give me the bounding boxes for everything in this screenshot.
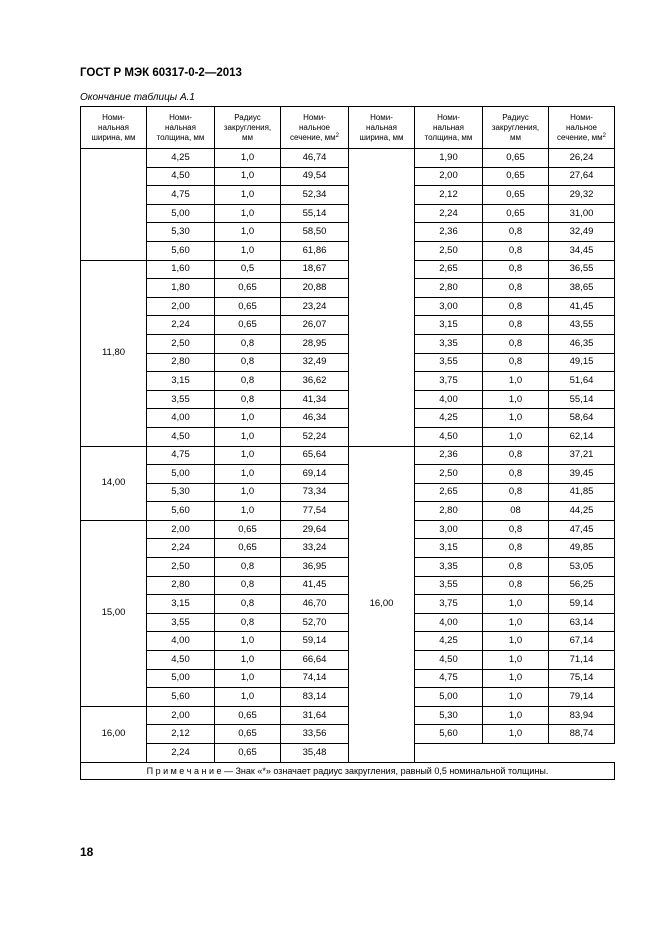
cell-thickness-left: 5,00 [147, 465, 215, 484]
table-row [81, 316, 615, 335]
cell-section-right: 83,94 [549, 706, 615, 725]
cell-radius-right: 1,0 [483, 632, 549, 651]
cell-section-right: 31,00 [549, 204, 615, 223]
cell-section-left: 46,70 [281, 595, 349, 614]
cell-thickness-right: 2,12 [415, 186, 483, 205]
cell-radius-right: 0,8 [483, 539, 549, 558]
table-row [81, 167, 615, 186]
cell-section-left: 52,34 [281, 186, 349, 205]
cell-section-right: 34,45 [549, 241, 615, 260]
cell-section-left: 73,34 [281, 483, 349, 502]
cell-thickness-right: 4,00 [415, 390, 483, 409]
cell-thickness-right: 3,55 [415, 576, 483, 595]
cell-thickness-right: 2,80 [415, 502, 483, 521]
cell-radius-left: 1,0 [215, 688, 281, 707]
table-row [81, 576, 615, 595]
cell-thickness-left: 2,12 [147, 725, 215, 744]
table-row [81, 149, 615, 168]
cell-radius-left: 1,0 [215, 186, 281, 205]
cell-section-left: 31,64 [281, 706, 349, 725]
cell-thickness-left: 4,50 [147, 651, 215, 670]
cell-section-right: 41,45 [549, 297, 615, 316]
table-row [81, 725, 615, 744]
header-section-left: Номи- нальное сечение, $мм^2$ [281, 107, 349, 149]
cell-width-left: 15,00 [81, 520, 147, 706]
page-number: 18 [80, 845, 94, 859]
cell-section-right: 79,14 [549, 688, 615, 707]
cell-radius-left: 0,65 [215, 539, 281, 558]
table-body [81, 149, 615, 780]
cell-section-right: 38,65 [549, 279, 615, 298]
cell-section-right: 56,25 [549, 576, 615, 595]
cell-thickness-right: 2,50 [415, 241, 483, 260]
cell-radius-left: 1,0 [215, 223, 281, 242]
cell-radius-right: 0,8 [483, 465, 549, 484]
header-radius-left: Радиус закругления, мм [215, 107, 281, 149]
table-row [81, 595, 615, 614]
cell-radius-right: 1,0 [483, 613, 549, 632]
cell-section-left: 36,62 [281, 372, 349, 391]
table-row [81, 632, 615, 651]
table-row [81, 427, 615, 446]
cell-radius-right: 0,8 [483, 334, 549, 353]
cell-section-right: 53,05 [549, 558, 615, 577]
cell-section-left: 55,14 [281, 204, 349, 223]
note-row [81, 762, 615, 779]
cell-thickness-right: 4,00 [415, 613, 483, 632]
cell-section-right: 27,64 [549, 167, 615, 186]
cell-section-right: 41,85 [549, 483, 615, 502]
cell-radius-right: 0,65 [483, 186, 549, 205]
cell-radius-left: 0,8 [215, 390, 281, 409]
table-row [81, 279, 615, 298]
cell-section-left: 65,64 [281, 446, 349, 465]
cell-radius-left: 1,0 [215, 465, 281, 484]
cell-section-left: 23,24 [281, 297, 349, 316]
cell-thickness-left: 2,80 [147, 353, 215, 372]
cell-radius-left: 1,0 [215, 241, 281, 260]
cell-radius-right: 0,8 [483, 223, 549, 242]
cell-radius-left: 0,65 [215, 744, 281, 763]
table-row [81, 539, 615, 558]
cell-section-right: 43,55 [549, 316, 615, 335]
cell-radius-left: 0,8 [215, 353, 281, 372]
cell-section-right: 37,21 [549, 446, 615, 465]
cell-section-right: 88,74 [549, 725, 615, 744]
cell-section-left: 52,70 [281, 613, 349, 632]
cell-thickness-left: 2,00 [147, 706, 215, 725]
cell-section-right: 51,64 [549, 372, 615, 391]
table-row [81, 669, 615, 688]
cell-thickness-right: 5,00 [415, 688, 483, 707]
table-row [81, 465, 615, 484]
cell-radius-right: 0,8 [483, 260, 549, 279]
cell-radius-left: 1,0 [215, 502, 281, 521]
table-row [81, 409, 615, 428]
cell-radius-left: 0,5 [215, 260, 281, 279]
cell-section-right: 39,45 [549, 465, 615, 484]
cell-section-left: 20,88 [281, 279, 349, 298]
wire-dimensions-table [80, 106, 615, 780]
cell-radius-left: 0,65 [215, 725, 281, 744]
cell-thickness-left: 4,50 [147, 167, 215, 186]
cell-section-right: 58,64 [549, 409, 615, 428]
cell-thickness-right: 4,75 [415, 669, 483, 688]
cell-radius-left: 0,8 [215, 595, 281, 614]
table-row [81, 744, 615, 763]
cell-thickness-left: 4,75 [147, 186, 215, 205]
cell-thickness-right: 3,15 [415, 316, 483, 335]
cell-radius-right: 0,8 [483, 483, 549, 502]
cell-thickness-left: 4,75 [147, 446, 215, 465]
cell-thickness-right: 3,35 [415, 558, 483, 577]
table-row [81, 706, 615, 725]
cell-section-right: 62,14 [549, 427, 615, 446]
cell-section-right: 59,14 [549, 595, 615, 614]
table-row [81, 446, 615, 465]
table-row [81, 297, 615, 316]
cell-radius-right: 0,65 [483, 149, 549, 168]
cell-radius-left: 0,65 [215, 297, 281, 316]
cell-thickness-left: 5,30 [147, 223, 215, 242]
cell-radius-left: 0,8 [215, 558, 281, 577]
cell-thickness-right: 4,25 [415, 632, 483, 651]
cell-section-left: 36,95 [281, 558, 349, 577]
cell-radius-left: 1,0 [215, 446, 281, 465]
cell-radius-right: 1,0 [483, 651, 549, 670]
cell-thickness-left: 2,24 [147, 744, 215, 763]
cell-thickness-right: 2,65 [415, 260, 483, 279]
cell-thickness-left: 2,24 [147, 539, 215, 558]
cell-thickness-right: 3,00 [415, 297, 483, 316]
cell-section-left: 61,86 [281, 241, 349, 260]
cell-radius-right: 08 [483, 502, 549, 521]
cell-section-left: 83,14 [281, 688, 349, 707]
cell-radius-right: 0,8 [483, 279, 549, 298]
cell-thickness-right: 4,50 [415, 651, 483, 670]
cell-radius-left: 1,0 [215, 669, 281, 688]
cell-section-left: 49,54 [281, 167, 349, 186]
cell-thickness-left: 5,60 [147, 688, 215, 707]
table-row [81, 223, 615, 242]
cell-thickness-left: 1,60 [147, 260, 215, 279]
header-thickness-left: Номи- нальная толщина, мм [147, 107, 215, 149]
cell-width-right [349, 149, 415, 447]
cell-thickness-right: 2,80 [415, 279, 483, 298]
cell-thickness-right: 5,30 [415, 706, 483, 725]
header-radius-right: Радиус закругления, мм [483, 107, 549, 149]
cell-section-left: 46,34 [281, 409, 349, 428]
cell-thickness-left: 3,55 [147, 390, 215, 409]
table-row [81, 502, 615, 521]
cell-radius-right: 0,65 [483, 167, 549, 186]
cell-thickness-left: 2,50 [147, 334, 215, 353]
cell-radius-right: 1,0 [483, 595, 549, 614]
cell-thickness-right: 2,00 [415, 167, 483, 186]
cell-section-right: 49,15 [549, 353, 615, 372]
cell-thickness-right: 3,75 [415, 595, 483, 614]
cell-section-left: 28,95 [281, 334, 349, 353]
cell-radius-right: 1,0 [483, 669, 549, 688]
cell-radius-left: 0,8 [215, 576, 281, 595]
table-note: П р и м е ч а н и е — Знак «*» означает радиус закругления, равный 0,5 номинальной толщины. [81, 762, 615, 779]
cell-thickness-right: 3,55 [415, 353, 483, 372]
cell-section-left: 74,14 [281, 669, 349, 688]
cell-section-right: 26,24 [549, 149, 615, 168]
cell-section-left: 35,48 [281, 744, 349, 763]
cell-radius-right: 0,8 [483, 520, 549, 539]
cell-thickness-left: 5,60 [147, 502, 215, 521]
cell-radius-left: 1,0 [215, 632, 281, 651]
document-header: ГОСТ Р МЭК 60317-0-2—2013 [80, 67, 242, 79]
cell-thickness-right: 4,50 [415, 427, 483, 446]
cell-thickness-left: 2,00 [147, 297, 215, 316]
cell-radius-left: 1,0 [215, 167, 281, 186]
cell-thickness-left: 3,15 [147, 595, 215, 614]
cell-width-right: 16,00 [349, 446, 415, 762]
cell-section-left: 77,54 [281, 502, 349, 521]
cell-section-left: 41,45 [281, 576, 349, 595]
cell-thickness-right: 2,36 [415, 223, 483, 242]
cell-section-right: 75,14 [549, 669, 615, 688]
table-row [81, 390, 615, 409]
cell-radius-left: 1,0 [215, 149, 281, 168]
cell-radius-right: 0,8 [483, 353, 549, 372]
cell-section-left: 33,24 [281, 539, 349, 558]
cell-thickness-right: 2,65 [415, 483, 483, 502]
cell-section-right: 67,14 [549, 632, 615, 651]
cell-radius-right: 0,65 [483, 204, 549, 223]
cell-section-right: 32,49 [549, 223, 615, 242]
cell-section-left: 69,14 [281, 465, 349, 484]
cell-section-left: 46,74 [281, 149, 349, 168]
cell-thickness-left: 4,00 [147, 632, 215, 651]
cell-radius-right: 1,0 [483, 688, 549, 707]
cell-section-left: 18,67 [281, 260, 349, 279]
cell-thickness-left: 4,00 [147, 409, 215, 428]
cell-radius-left: 0,65 [215, 279, 281, 298]
cell-radius-left: 1,0 [215, 204, 281, 223]
cell-section-right: 49,85 [549, 539, 615, 558]
cell-thickness-right: 3,75 [415, 372, 483, 391]
cell-thickness-right: 3,35 [415, 334, 483, 353]
cell-radius-right: 0,8 [483, 446, 549, 465]
cell-thickness-left: 5,60 [147, 241, 215, 260]
cell-width-left [81, 149, 147, 261]
table-row [81, 204, 615, 223]
cell-thickness-right: 5,60 [415, 725, 483, 744]
cell-thickness-left: 2,24 [147, 316, 215, 335]
table-header-row [81, 107, 615, 149]
table-row [81, 688, 615, 707]
cell-section-right: 36,55 [549, 260, 615, 279]
table-container [80, 106, 614, 780]
cell-thickness-left: 4,25 [147, 149, 215, 168]
cell-section-right: 46,35 [549, 334, 615, 353]
cell-radius-right: 1,0 [483, 390, 549, 409]
cell-thickness-left: 1,80 [147, 279, 215, 298]
cell-radius-right: 0,8 [483, 558, 549, 577]
table-row [81, 186, 615, 205]
cell-thickness-left: 4,50 [147, 427, 215, 446]
cell-section-right: 71,14 [549, 651, 615, 670]
cell-radius-left: 0,8 [215, 613, 281, 632]
cell-thickness-left: 3,55 [147, 613, 215, 632]
table-row [81, 558, 615, 577]
table-caption: Окончание таблицы А.1 [80, 92, 195, 103]
table-row [81, 613, 615, 632]
cell-thickness-right: 2,36 [415, 446, 483, 465]
cell-radius-right: 1,0 [483, 409, 549, 428]
cell-section-right: 29,32 [549, 186, 615, 205]
cell-radius-left: 1,0 [215, 427, 281, 446]
cell-radius-left: 0,8 [215, 372, 281, 391]
header-section-right: Номи- нальное сечение, $мм^2$ [549, 107, 615, 149]
cell-radius-left: 0,65 [215, 520, 281, 539]
cell-thickness-right: 3,00 [415, 520, 483, 539]
cell-thickness-left: 5,00 [147, 204, 215, 223]
cell-section-right: 63,14 [549, 613, 615, 632]
cell-radius-right: 1,0 [483, 427, 549, 446]
cell-thickness-right: 2,50 [415, 465, 483, 484]
cell-thickness-right: 4,25 [415, 409, 483, 428]
cell-section-right: 44,25 [549, 502, 615, 521]
table-row [81, 520, 615, 539]
cell-section-left: 59,14 [281, 632, 349, 651]
cell-radius-left: 1,0 [215, 483, 281, 502]
cell-section-left: 52,24 [281, 427, 349, 446]
table-row [81, 353, 615, 372]
cell-radius-left: 0,8 [215, 334, 281, 353]
cell-section-left: 26,07 [281, 316, 349, 335]
cell-radius-right: 1,0 [483, 372, 549, 391]
table-row [81, 483, 615, 502]
cell-thickness-left: 5,00 [147, 669, 215, 688]
cell-radius-right: 0,8 [483, 316, 549, 335]
header-thickness-right: Номи- нальная толщина, мм [415, 107, 483, 149]
table-row [81, 241, 615, 260]
table-row [81, 334, 615, 353]
cell-section-left: 58,50 [281, 223, 349, 242]
cell-thickness-right: 3,15 [415, 539, 483, 558]
cell-radius-left: 0,65 [215, 706, 281, 725]
cell-thickness-left: 2,80 [147, 576, 215, 595]
cell-section-right: 55,14 [549, 390, 615, 409]
cell-radius-right: 1,0 [483, 706, 549, 725]
cell-section-left: 66,64 [281, 651, 349, 670]
header-width-right: Номи- нальная ширина, мм [349, 107, 415, 149]
cell-width-left: 14,00 [81, 446, 147, 520]
cell-thickness-left: 5,30 [147, 483, 215, 502]
table-row [81, 260, 615, 279]
cell-radius-right: 1,0 [483, 725, 549, 744]
cell-radius-left: 1,0 [215, 651, 281, 670]
cell-thickness-left: 2,50 [147, 558, 215, 577]
cell-section-left: 32,49 [281, 353, 349, 372]
cell-width-left: 11,80 [81, 260, 147, 446]
table-row [81, 651, 615, 670]
header-width-left: Номи- нальная ширина, мм [81, 107, 147, 149]
cell-radius-left: 1,0 [215, 409, 281, 428]
table-row [81, 372, 615, 391]
cell-radius-left: 0,65 [215, 316, 281, 335]
cell-section-left: 33,56 [281, 725, 349, 744]
cell-thickness-left: 3,15 [147, 372, 215, 391]
cell-section-left: 41,34 [281, 390, 349, 409]
cell-width-left: 16,00 [81, 706, 147, 762]
cell-section-right: 47,45 [549, 520, 615, 539]
cell-thickness-right: 1,90 [415, 149, 483, 168]
cell-radius-right: 0,8 [483, 241, 549, 260]
cell-radius-right: 0,8 [483, 576, 549, 595]
cell-thickness-left: 2,00 [147, 520, 215, 539]
cell-section-left: 29,64 [281, 520, 349, 539]
cell-radius-right: 0,8 [483, 297, 549, 316]
cell-thickness-right: 2,24 [415, 204, 483, 223]
